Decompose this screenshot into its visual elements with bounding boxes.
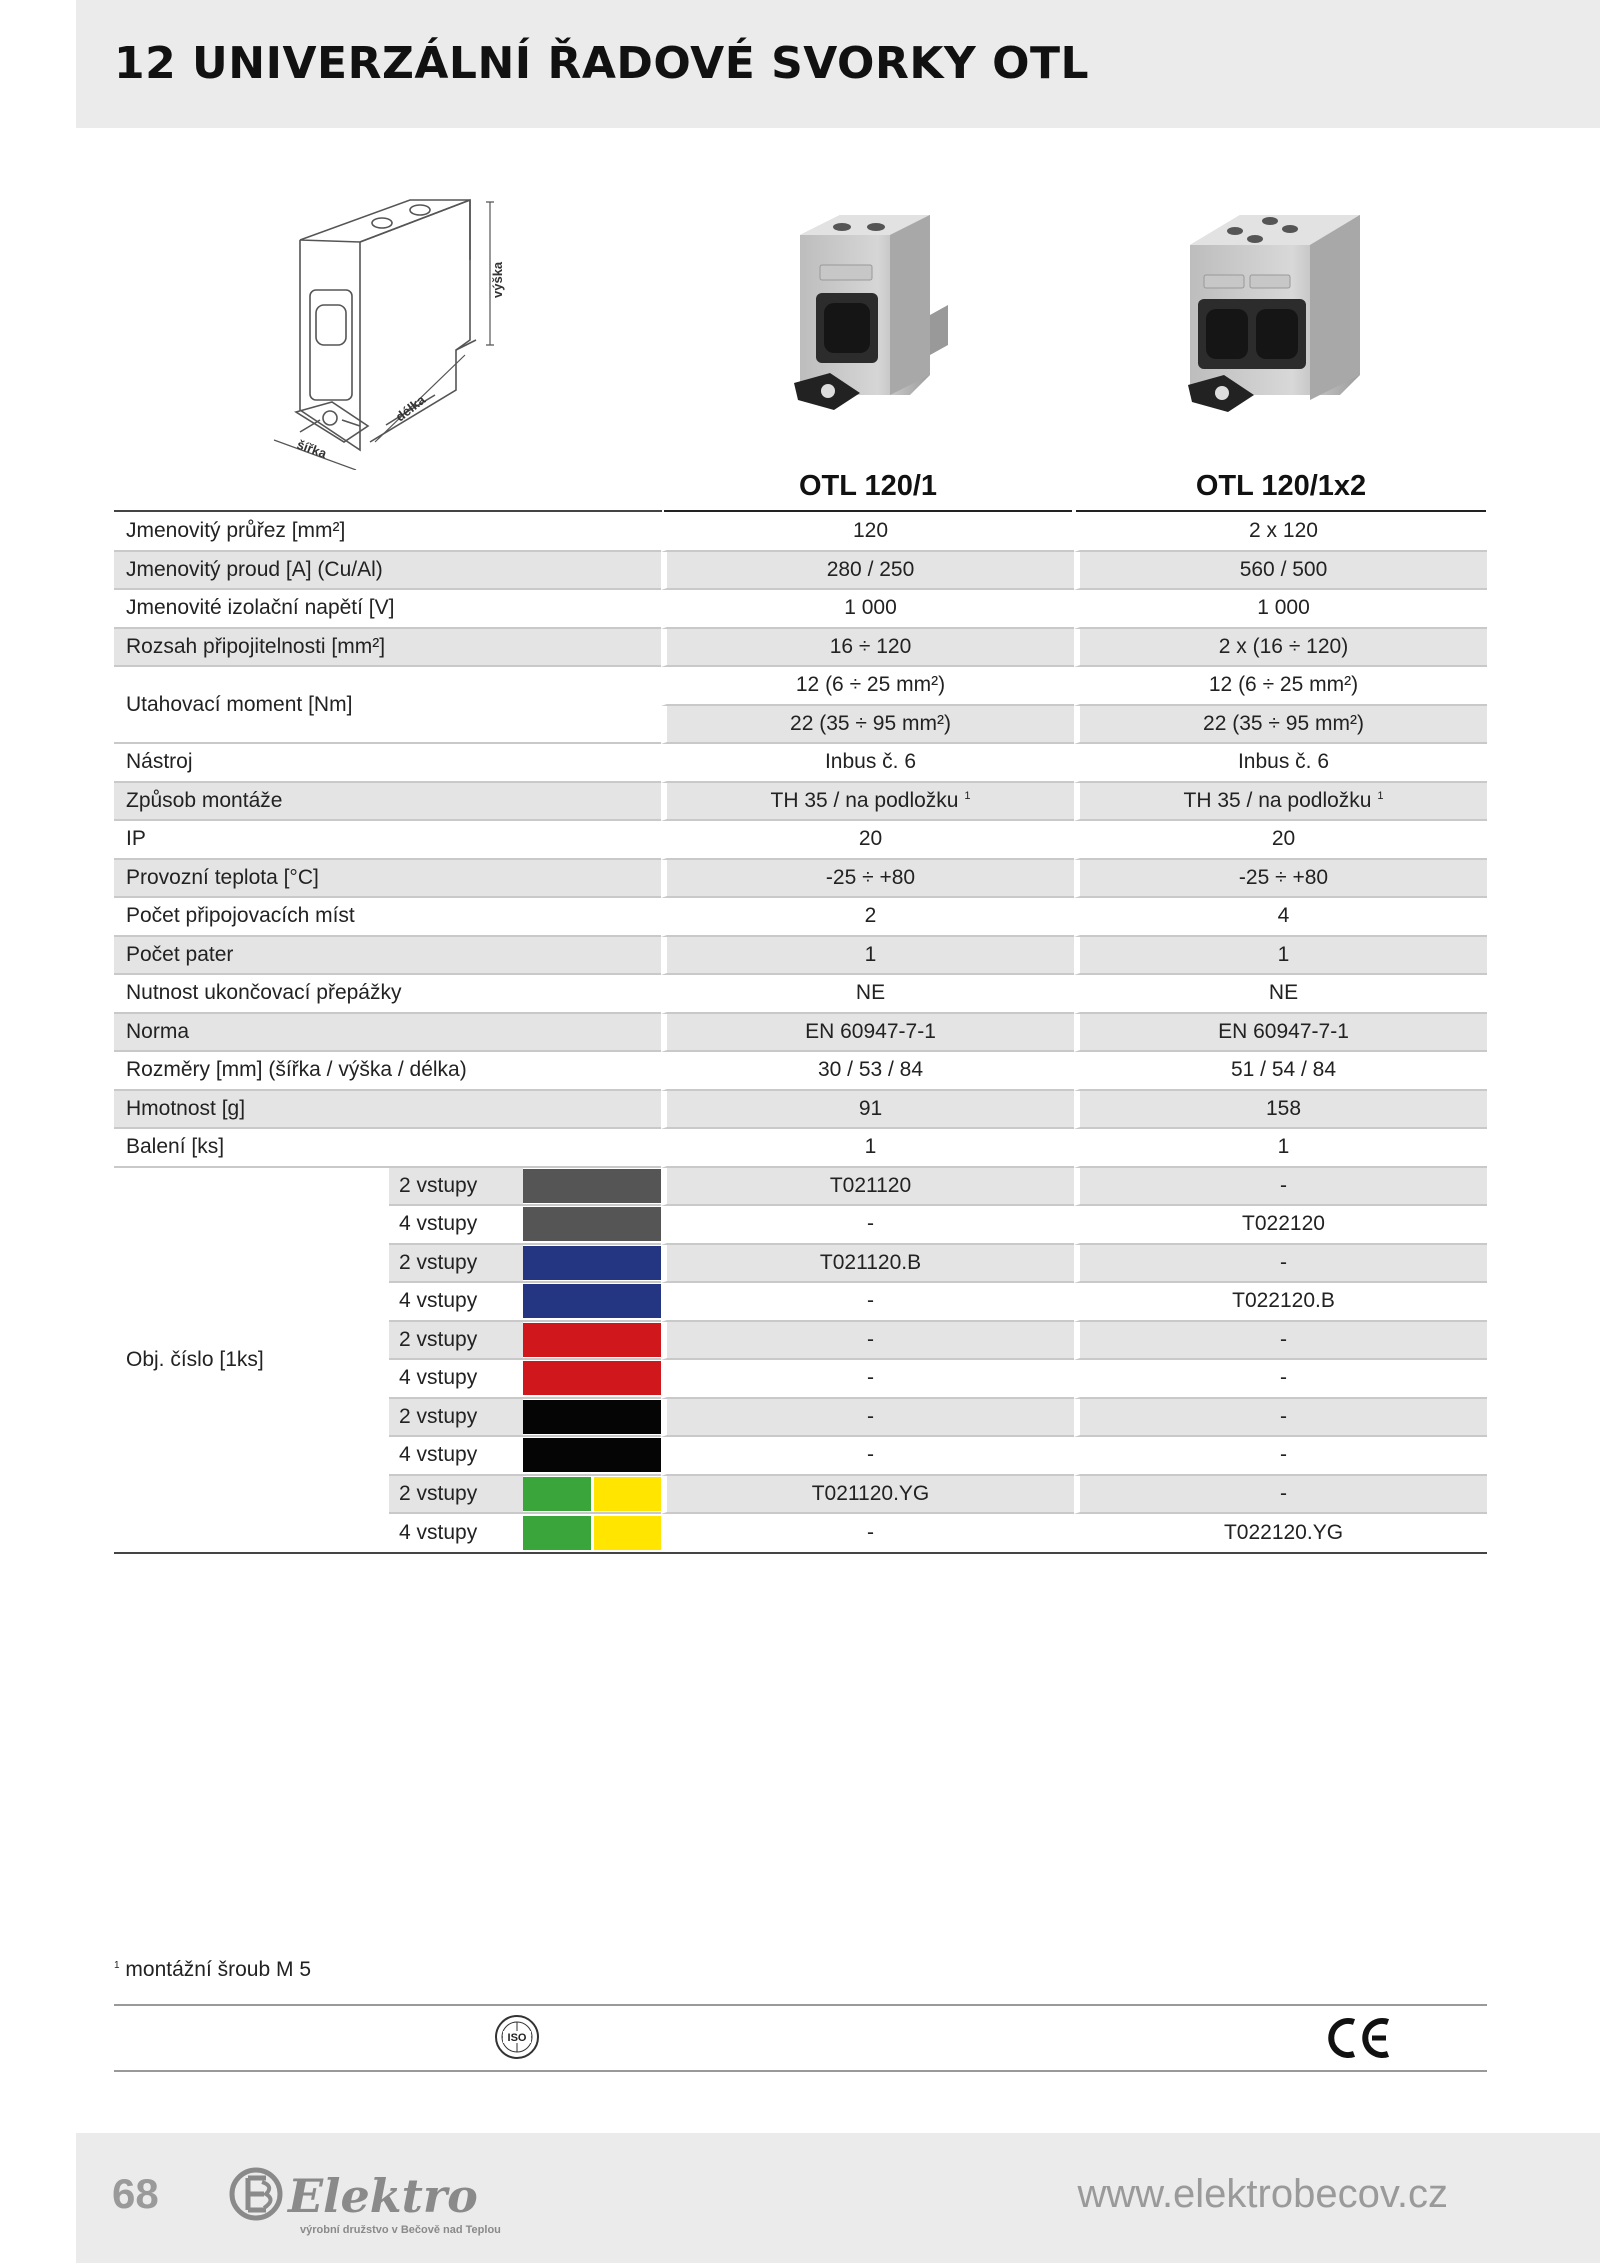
order-variant: 4 vstupy: [389, 1206, 523, 1245]
color-swatch-fill: [523, 1516, 661, 1550]
order-code-2: -: [1074, 1322, 1487, 1361]
table-row: [114, 629, 1487, 668]
product-images: [0, 180, 1600, 470]
order-code-1: T021120.YG: [661, 1476, 1074, 1515]
table-row: [114, 552, 1487, 591]
table-row: [114, 1129, 1487, 1168]
order-variant: 4 vstupy: [389, 1360, 523, 1399]
spec-value-2: Inbus č. 6: [1074, 744, 1487, 783]
ce-mark-icon: [1326, 2016, 1394, 2060]
website-link[interactable]: www.elektrobecov.cz: [1077, 2172, 1448, 2216]
iso-label: ISO: [507, 2032, 527, 2044]
spec-value-2: 2 x 120: [1074, 513, 1487, 552]
product-image-otl-120-1x2: [1180, 205, 1380, 420]
spec-value-1: 1 000: [661, 590, 1074, 629]
order-variant: 2 vstupy: [389, 1245, 523, 1284]
heading-rule: [1076, 510, 1486, 512]
order-code-1: -: [661, 1437, 1074, 1476]
spec-value-1: 1: [661, 937, 1074, 976]
spec-label: Rozsah připojitelnosti [mm²]: [114, 629, 661, 668]
spec-value-1: -25 ÷ +80: [661, 860, 1074, 899]
spec-value-1: Inbus č. 6: [661, 744, 1074, 783]
dimension-drawing: [260, 180, 530, 470]
order-code-2: -: [1074, 1476, 1487, 1515]
spec-value-2: NE: [1074, 975, 1487, 1014]
spec-value-1: 2: [661, 898, 1074, 937]
spec-value-1: 120: [661, 513, 1074, 552]
spec-label: Balení [ks]: [114, 1129, 661, 1168]
color-swatch-fill: [523, 1400, 661, 1434]
order-code-1: -: [661, 1399, 1074, 1438]
footnote-text: montážní šroub M 5: [125, 1958, 311, 1981]
table-row: [114, 513, 1487, 552]
length-label: délka: [392, 392, 429, 425]
brand-name: Elektro: [288, 2169, 478, 2223]
spec-label: Jmenovité izolační napětí [V]: [114, 590, 661, 629]
order-code-2: -: [1074, 1437, 1487, 1476]
footnote-marker: 1: [964, 789, 971, 802]
color-swatch: [523, 1360, 661, 1399]
table-row: [114, 1052, 1487, 1091]
spec-label: Utahovací moment [Nm]: [114, 667, 661, 744]
spec-value-1: 12 (6 ÷ 25 mm²): [661, 667, 1074, 706]
page-number: 68: [112, 2170, 159, 2217]
table-row: [114, 667, 1487, 706]
footnote: [114, 1958, 311, 1982]
spec-value-1: 30 / 53 / 84: [661, 1052, 1074, 1091]
spec-value-2: 1 000: [1074, 590, 1487, 629]
table-row: [114, 590, 1487, 629]
order-variant: 2 vstupy: [389, 1322, 523, 1361]
color-swatch: [523, 1437, 661, 1476]
table-row: [114, 744, 1487, 783]
height-label: výška: [490, 261, 505, 298]
order-code-1: T021120: [661, 1168, 1074, 1207]
brand-subtitle: výrobní družstvo v Bečově nad Teplou: [300, 2224, 501, 2236]
footnote-marker: 1: [1377, 789, 1384, 802]
color-swatch-fill: [523, 1207, 661, 1241]
table-row: [114, 975, 1487, 1014]
table-row: [114, 783, 1487, 822]
width-label: šířka: [294, 436, 329, 462]
order-code-1: -: [661, 1360, 1074, 1399]
order-code-2: T022120: [1074, 1206, 1487, 1245]
order-variant: 2 vstupy: [389, 1168, 523, 1207]
spec-value-2: 4: [1074, 898, 1487, 937]
color-swatch: [523, 1245, 661, 1284]
spec-value-1: 22 (35 ÷ 95 mm²): [661, 706, 1074, 745]
color-swatch: [523, 1476, 661, 1515]
spec-value-2: [1074, 783, 1487, 822]
table-row: [114, 821, 1487, 860]
color-swatch-fill: [523, 1323, 661, 1357]
spec-value-1: NE: [661, 975, 1074, 1014]
footnote-mark: 1: [114, 1960, 120, 1971]
spec-value-2: 51 / 54 / 84: [1074, 1052, 1487, 1091]
product-heading-1: OTL 120/1: [798, 470, 938, 502]
order-code-2: -: [1074, 1399, 1487, 1438]
order-variant: 4 vstupy: [399, 1521, 478, 1545]
order-code-2: -: [1074, 1360, 1487, 1399]
order-code-1: -: [661, 1322, 1074, 1361]
spec-table: [114, 513, 1487, 1553]
heading-rule: [114, 510, 662, 512]
iso-icon: [494, 2014, 540, 2060]
color-swatch-fill: [523, 1284, 661, 1318]
order-code-1: -: [661, 1514, 1074, 1553]
heading-rule: [664, 510, 1072, 512]
spec-value-1: 1: [661, 1129, 1074, 1168]
spec-value-2: EN 60947-7-1: [1074, 1014, 1487, 1053]
spec-value-2: 20: [1074, 821, 1487, 860]
color-swatch: [523, 1206, 661, 1245]
product-heading-2: OTL 120/1x2: [1195, 470, 1367, 502]
spec-value-2: 22 (35 ÷ 95 mm²): [1074, 706, 1487, 745]
spec-value-1: EN 60947-7-1: [661, 1014, 1074, 1053]
spec-label: Norma: [114, 1014, 661, 1053]
table-row: [114, 860, 1487, 899]
order-label: Obj. číslo [1ks]: [114, 1168, 389, 1553]
color-swatch-fill: [523, 1361, 661, 1395]
spec-value-2: 560 / 500: [1074, 552, 1487, 591]
spec-value-2: 2 x (16 ÷ 120): [1074, 629, 1487, 668]
color-swatch: [523, 1168, 661, 1207]
order-code-1: T021120.B: [661, 1245, 1074, 1284]
spec-label: Způsob montáže: [114, 783, 661, 822]
spec-label: Jmenovitý průřez [mm²]: [114, 513, 661, 552]
order-variant: 4 vstupy: [389, 1283, 523, 1322]
spec-label: Hmotnost [g]: [114, 1091, 661, 1130]
order-code-1: -: [661, 1206, 1074, 1245]
color-swatch-fill: [523, 1246, 661, 1280]
spec-value-2: 12 (6 ÷ 25 mm²): [1074, 667, 1487, 706]
spec-value-2: 1: [1074, 1129, 1487, 1168]
order-code-2: -: [1074, 1168, 1487, 1207]
spec-label: Rozměry [mm] (šířka / výška / délka): [114, 1052, 661, 1091]
spec-value-text: TH 35 / na podložku: [1183, 788, 1372, 812]
color-swatch: [523, 1322, 661, 1361]
spec-value-1: [661, 783, 1074, 822]
spec-label: Počet připojovacích míst: [114, 898, 661, 937]
order-variant: 4 vstupy: [389, 1437, 523, 1476]
table-row: [114, 937, 1487, 976]
order-row: [114, 1168, 1487, 1207]
spec-label: Jmenovitý proud [A] (Cu/Al): [114, 552, 661, 591]
color-swatch: [523, 1399, 661, 1438]
spec-label: Provozní teplota [°C]: [114, 860, 661, 899]
spec-label: Nástroj: [114, 744, 661, 783]
order-code-2: T022120.B: [1074, 1283, 1487, 1322]
table-row: [114, 1014, 1487, 1053]
color-swatch-fill: [523, 1169, 661, 1203]
order-variant: 2 vstupy: [389, 1476, 523, 1515]
spec-value-text: TH 35 / na podložku: [770, 788, 959, 812]
spec-value-2: 158: [1074, 1091, 1487, 1130]
table-bottom-rule: [114, 1552, 1487, 1554]
order-code-1: -: [661, 1283, 1074, 1322]
order-variant: 2 vstupy: [389, 1399, 523, 1438]
spec-value-2: 1: [1074, 937, 1487, 976]
product-image-otl-120-1: [780, 205, 960, 420]
spec-value-1: 91: [661, 1091, 1074, 1130]
order-code-2: -: [1074, 1245, 1487, 1284]
divider: [114, 2004, 1487, 2006]
order-code-2: T022120.YG: [1074, 1514, 1487, 1553]
color-swatch: [523, 1514, 661, 1553]
spec-label: IP: [114, 821, 661, 860]
divider: [114, 2070, 1487, 2072]
table-row: [114, 1091, 1487, 1130]
color-swatch-fill: [523, 1438, 661, 1472]
spec-label: Počet pater: [114, 937, 661, 976]
spec-value-2: -25 ÷ +80: [1074, 860, 1487, 899]
color-swatch: [523, 1283, 661, 1322]
page-title: 12 UNIVERZÁLNÍ ŘADOVÉ SVORKY OTL: [114, 38, 1090, 89]
spec-value-1: 20: [661, 821, 1074, 860]
spec-value-1: 16 ÷ 120: [661, 629, 1074, 668]
spec-value-1: 280 / 250: [661, 552, 1074, 591]
table-row: [114, 898, 1487, 937]
spec-label: Nutnost ukončovací přepážky: [114, 975, 661, 1014]
color-swatch-fill: [523, 1477, 661, 1511]
